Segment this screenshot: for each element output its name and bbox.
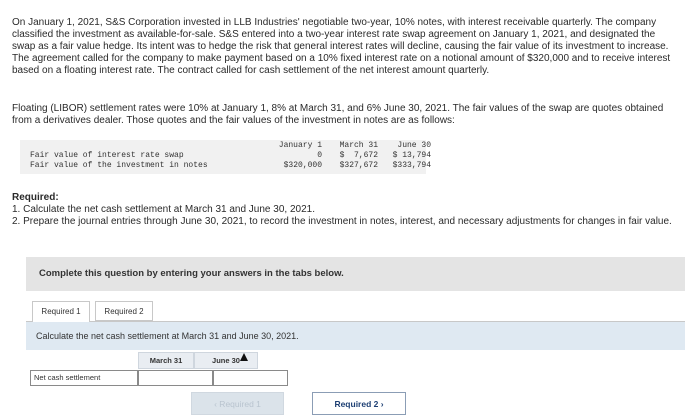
grid-row-label: Net cash settlement [30,370,138,386]
required-section [12,192,672,228]
tab-required-1[interactable]: Required 1 [32,301,90,322]
tab-instruction-bar [26,321,685,350]
problem-paragraph-1: On January 1, 2021, S&S Corporation invested in LLB Industries' negotiable two-year, 10% notes, with interest receivable quarterly. The company classified the investment as available-for-sale. S&S entered into a two-year interest rate swap agreement on January 1, 2021, and designated the swap as a fair value hedge. Its intent was to hedge the risk that general interest rates will decline, causing the fair value of its investment to increase. The agreement called for the company to make payment based on a 10% fixed interest rate on a notional amount of $320,000 and to receive interest based on a floating interest rate. The contract called for cash settlement of the net interest amount quarterly. [12,17,671,76]
tab-instruction-text: Calculate the net cash settlement at March 31 and June 30, 2021. [36,331,299,341]
swap-jun: $ 13,794 [392,151,431,160]
swap-jan: 0 [317,151,322,160]
header-march: March 31 [339,141,378,150]
grid-header-june: June 30 [194,352,258,369]
fair-value-table [20,140,431,174]
grid-header-blank [30,352,138,369]
header-june: June 30 [397,141,431,150]
row-label-swap: Fair value of interest rate swap [30,151,184,160]
table-row [20,151,431,161]
instructions-text: Complete this question by entering your answers in the tabs below. [39,268,344,279]
notes-mar: $327,672 [339,161,378,170]
previous-required-button[interactable]: ‹ Required 1 [191,392,284,415]
grid-header-march: March 31 [138,352,194,369]
problem-paragraph-2: Floating (LIBOR) settlement rates were 10% at January 1, 8% at March 31, and 6% June 30, 2021. The fair values of the swap are quotes obtained from a derivatives dealer. Those quotes and the fair values of the investment in notes are as follows: [12,103,664,126]
march-settlement-input[interactable] [138,370,213,386]
required-item-2: 2. Prepare the journal entries through June 30, 2021, to record the investment in notes, interest, and necessary adjustments for changes in fair value. [12,216,672,227]
swap-mar: $ 7,672 [339,151,378,160]
required-item-1: 1. Calculate the net cash settlement at March 31 and June 30, 2021. [12,204,315,215]
notes-jun: $333,794 [392,161,431,170]
row-label-notes: Fair value of the investment in notes [30,161,208,170]
june-settlement-input[interactable] [213,370,288,386]
required-heading: Required: [12,192,59,203]
mouse-cursor-icon [240,353,248,361]
table-header-row [20,141,431,151]
tab-required-2[interactable]: Required 2 [95,301,153,321]
notes-jan: $320,000 [283,161,322,170]
next-required-button[interactable]: Required 2 › [312,392,406,415]
header-january: January 1 [278,141,322,150]
instructions-banner [26,257,685,291]
table-row [20,161,431,171]
